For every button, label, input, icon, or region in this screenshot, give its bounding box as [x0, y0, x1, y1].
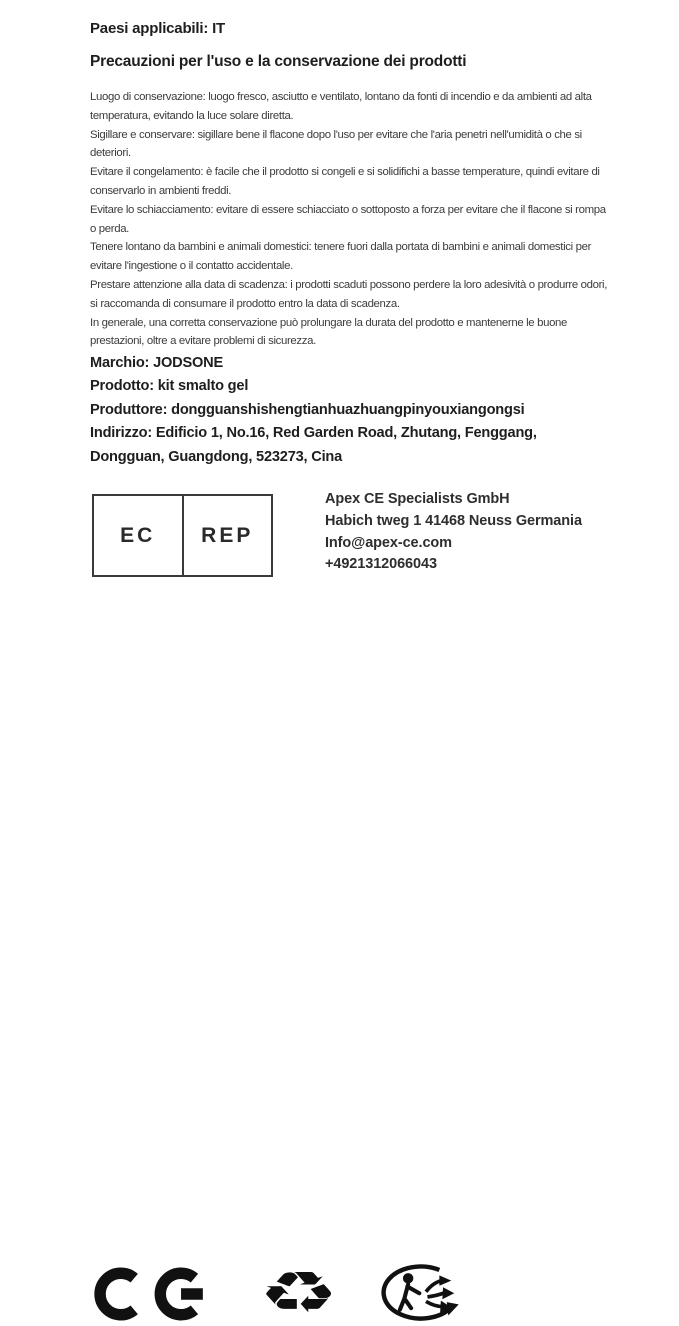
ce-mark-icon: [91, 1267, 215, 1321]
product-name: Prodotto: kit smalto gel: [90, 378, 249, 395]
precaution-item: Tenere lontano da bambini e animali domestici: tenere fuori dalla portata di bambini e animali domestici per evitare l'ingestione o il contatto accidentale.: [90, 241, 592, 273]
precaution-item: In generale, una corretta conservazione può prolungare la durata del prodotto e mantenerne le buone prestazioni, oltre a evitare problemi di sicurezza.: [90, 316, 568, 348]
compliance-icons-row: [0, 630, 679, 1326]
precaution-item: Luogo di conservazione: luogo fresco, asciutto e ventilato, lontano da fonti di incendio e da ambienti ad alta temperatura, evitando la luce solare diretta.: [90, 91, 592, 122]
product-manufacturer: Produttore: dongguanshishengtianhuazhuangpinyouxiangongsi: [90, 401, 525, 418]
recycling-glyph: ♻: [259, 1259, 339, 1326]
country-heading: Paesi applicabili: IT: [90, 20, 226, 37]
triman-icon: [377, 1262, 469, 1323]
rep-cell: REP: [182, 496, 272, 575]
rep-name: Apex CE Specialists GmbH: [325, 491, 510, 507]
recycling-icon: [246, 1259, 352, 1326]
precaution-item: Sigillare e conservare: sigillare bene il flacone dopo l'uso per evitare che l'aria penetri nell'umidità o che si deteriori.: [90, 128, 582, 160]
product-brand: Marchio: JODSONE: [90, 355, 224, 371]
precaution-item: Evitare il congelamento: è facile che il prodotto si congeli e si solidifichi a basse temperature, quindi evitare di conservarlo in ambienti freddi.: [90, 166, 600, 197]
ec-rep-box: [92, 494, 273, 577]
rep-address: Habich tweg 1 41468 Neuss Germania: [325, 512, 582, 529]
precaution-item: Evitare lo schiacciamento: evitare di essere schiacciato o sottoposto a forza per evitare che il flacone si rompa o perda.: [90, 203, 606, 235]
precautions-text: [90, 88, 610, 351]
precautions-heading: Precauzioni per l'uso e la conservazione dei prodotti: [90, 53, 467, 70]
product-info: [90, 352, 612, 469]
rep-email: Info@apex-ce.com: [325, 534, 452, 551]
precaution-item: Prestare attenzione alla data di scadenza: i prodotti scaduti possono perdere la loro adesività o produrre odori, si raccomanda di consumare il prodotto entro la data di scadenza.: [90, 278, 608, 310]
product-address: Indirizzo: Edificio 1, No.16, Red Garden Road, Zhutang, Fenggang, Dongguan, Guangdong, 523273, Cina: [90, 425, 537, 465]
rep-phone: +4921312066043: [325, 556, 437, 573]
ec-cell: EC: [120, 523, 156, 547]
eu-representative-block: [325, 489, 582, 576]
